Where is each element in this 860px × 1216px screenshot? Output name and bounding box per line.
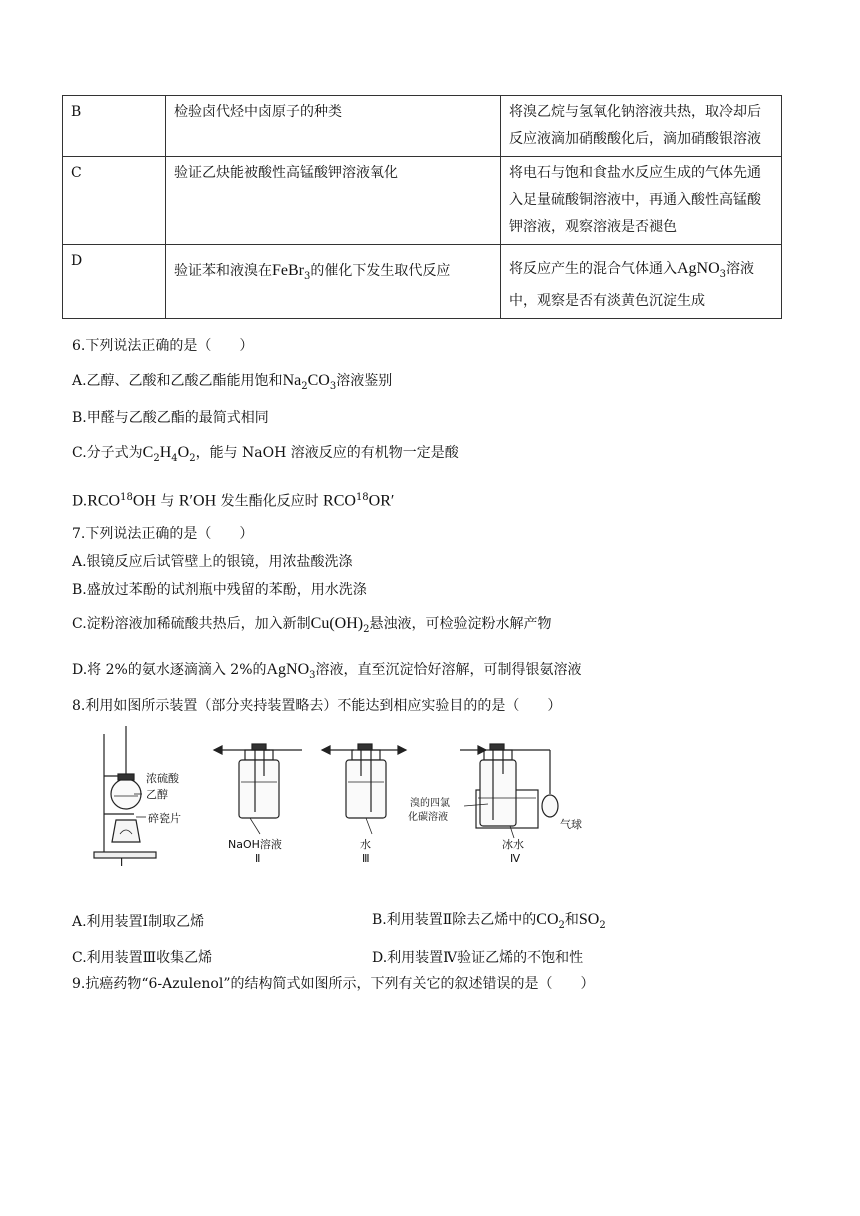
q6-option-a: A.乙醇、乙酸和乙酸乙酯能用饱和$Na_2CO_3$溶液鉴别 xyxy=(72,372,393,392)
table-row xyxy=(63,245,782,319)
q8-option-c: C.利用装置Ⅲ收集乙烯 xyxy=(72,950,213,966)
label-bromine-ccl4-2: 化碳溶液 xyxy=(408,812,448,823)
q6-stem: 6.下列说法正确的是（ ） xyxy=(72,338,254,354)
apparatus-2-drawing xyxy=(214,744,302,834)
experiment-purpose: 验证苯和液溴在FeBr$_3$的催化下发生取代反应 xyxy=(166,245,501,319)
label-porcelain-chips: 碎瓷片 xyxy=(148,812,181,825)
q7-option-a: A.银镜反应后试管壁上的银镜，用浓盐酸洗涤 xyxy=(72,554,353,570)
label-apparatus-1: Ⅰ xyxy=(120,856,124,869)
q7-option-d: D.将 2%的氨水逐滴滴入 2%的AgNO$_3$溶液，直至沉淀恰好溶解，可制得银氨溶液 xyxy=(72,661,582,681)
q8-option-b: B.利用装置Ⅱ除去乙烯中的$CO_2$和$SO_2$ xyxy=(372,911,606,931)
label-apparatus-2: Ⅱ xyxy=(255,852,261,865)
q7-stem: 7.下列说法正确的是（ ） xyxy=(72,526,254,542)
label-ice-water: 冰水 xyxy=(502,838,524,851)
q8-option-a: A.利用装置Ⅰ制取乙烯 xyxy=(72,914,205,930)
table-row xyxy=(63,157,782,245)
q8-stem: 8.利用如图所示装置（部分夹持装置略去）不能达到相应实验目的的是（ ） xyxy=(72,698,562,714)
apparatus-figure xyxy=(90,724,650,899)
label-balloon: 气球 xyxy=(560,818,582,831)
table-row xyxy=(63,96,782,157)
q7-option-c: C.淀粉溶液加稀硫酸共热后，加入新制$Cu(OH)_2$悬浊液，可检验淀粉水解产物 xyxy=(72,615,552,635)
q9-stem: 9.抗癌药物“6-Azulenol”的结构简式如图所示，下列有关它的叙述错误的是（ ） xyxy=(72,976,595,992)
label-conc-sulfuric-acid: 浓硫酸 xyxy=(146,772,179,785)
label-naoh-solution: NaOH溶液 xyxy=(228,838,282,851)
q6-option-d: D.RCO$^{18}$OH 与 R′OH 发生酯化反应时 RCO$^{18}$OR′ xyxy=(72,492,395,510)
label-bromine-ccl4-1: 溴的四氯 xyxy=(410,798,450,809)
apparatus-4-drawing xyxy=(460,744,558,838)
experiment-table xyxy=(62,95,782,319)
q7-option-b: B.盛放过苯酚的试剂瓶中残留的苯酚，用水洗涤 xyxy=(72,582,367,598)
q8-option-d: D.利用装置Ⅳ验证乙烯的不饱和性 xyxy=(372,950,584,966)
experiment-method: 将电石与饱和食盐水反应生成的气体先通入足量硫酸铜溶液中，再通入酸性高锰酸钾溶液，观察溶液是否褪色 xyxy=(501,157,782,245)
experiment-purpose: 检验卤代烃中卤原子的种类 xyxy=(166,96,501,157)
option-label: D xyxy=(63,245,166,319)
apparatus-3-drawing xyxy=(322,744,406,834)
experiment-purpose: 验证乙炔能被酸性高锰酸钾溶液氧化 xyxy=(166,157,501,245)
label-ethanol: 乙醇 xyxy=(146,788,168,801)
label-apparatus-3: Ⅲ xyxy=(362,852,370,865)
experiment-method: 将溴乙烷与氢氧化钠溶液共热，取冷却后反应液滴加硝酸酸化后，滴加硝酸银溶液 xyxy=(501,96,782,157)
label-water: 水 xyxy=(360,838,371,851)
experiment-method: 将反应产生的混合气体通入AgNO$_3$溶液中，观察是否有淡黄色沉淀生成 xyxy=(501,245,782,319)
q6-option-c: C.分子式为$C_2H_4O_2$，能与 NaOH 溶液反应的有机物一定是酸 xyxy=(72,444,459,464)
option-label: B xyxy=(63,96,166,157)
q6-option-b: B.甲醛与乙酸乙酯的最简式相同 xyxy=(72,410,269,426)
label-apparatus-4: Ⅳ xyxy=(510,852,521,865)
option-label: C xyxy=(63,157,166,245)
